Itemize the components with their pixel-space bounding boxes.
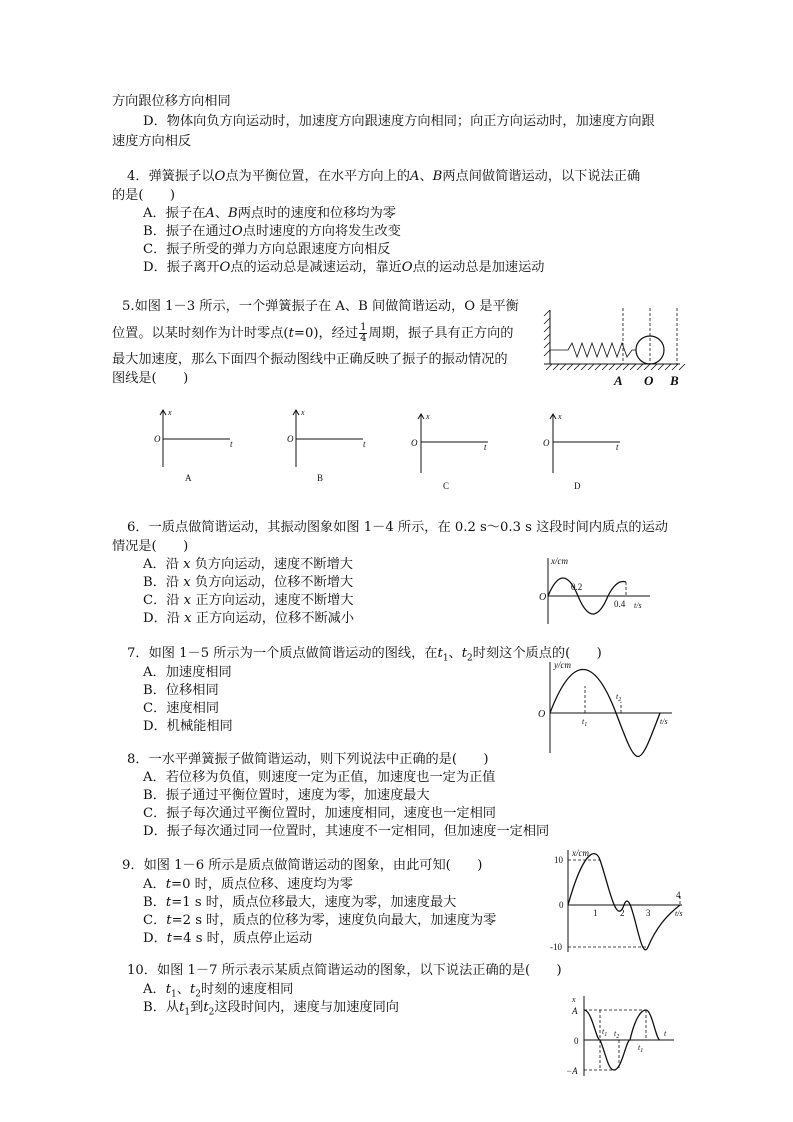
svg-text:t: t (230, 439, 233, 449)
figure-1-6-graph (546, 846, 690, 954)
graph-label-d: D (574, 481, 581, 491)
q9-option-c: C．t=2 s 时，质点的位移为零，速度负向最大，加速度为零 (143, 913, 497, 928)
svg-text:x: x (301, 408, 305, 417)
option-d-prev: D．物体向负方向运动时，加速度方向跟速度方向相同；向正方向运动时，加速度方向跟 (143, 114, 655, 129)
svg-text:x: x (168, 408, 172, 417)
spring-label-a: A (614, 373, 623, 388)
svg-text:3: 3 (646, 908, 651, 918)
q9-option-d: D．t=4 s 时，质点停止运动 (143, 931, 313, 946)
svg-text:t1: $t_1$ (638, 1043, 644, 1054)
q7-option-d: D．机械能相同 (143, 719, 233, 734)
spring-label-b: B (670, 373, 679, 388)
spring-label-o: O (644, 373, 654, 388)
svg-text:t: t (484, 442, 487, 452)
svg-text:O: O (539, 592, 547, 603)
q7-option-c: C．速度相同 (143, 701, 220, 716)
figure-1-5-graph (536, 658, 676, 754)
q4-option-a: A．振子在A、B两点时的速度和位移均为零 (143, 206, 396, 221)
q10-option-b: B．从$t_1$到$t_2$这段时间内，速度与加速度同向 (143, 1000, 399, 1018)
svg-text:10: 10 (554, 855, 563, 865)
q5-stem-3: 最大加速度，那么下面四个振动图线中正确反映了振子的振动情况的 (112, 352, 508, 367)
svg-text:1: 1 (593, 908, 598, 918)
q6-option-c: C．沿 x 正方向运动，速度不断增大 (143, 593, 354, 608)
svg-text:t/s: t/s (675, 909, 683, 918)
svg-text:t1: $t_1$ (582, 717, 588, 728)
svg-text:t2: $t_2$ (616, 692, 622, 703)
q4-option-d: D．振子离开O点的运动总是减速运动，靠近O点的运动总是加速运动 (143, 260, 545, 275)
q8-option-b: B．振子通过平衡位置时，速度为零，加速度最大 (143, 788, 430, 803)
q9-option-b: B．t=1 s 时，质点位移最大，速度为零，加速度最大 (143, 895, 457, 910)
q7-stem: 7．如图 1－5 所示为一个质点做简谐运动的图线，在$t_1$、$t_2$时刻这个质点的( ) (127, 646, 602, 664)
svg-text:x: x (558, 412, 562, 421)
q9-stem: 9．如图 1－6 所示是质点做简谐运动的图象，由此可知( ) (122, 858, 483, 873)
graph-option-a (150, 405, 242, 490)
svg-text:t/s: t/s (660, 717, 668, 726)
svg-text:x/cm: x/cm (572, 848, 589, 858)
svg-text:O: O (543, 438, 550, 448)
text-line: 速度方向相反 (112, 134, 192, 149)
q6-stem-2: 情况是( ) (112, 539, 189, 554)
svg-text:t1: $t_1$ (602, 1027, 608, 1038)
q10-stem: 10．如图 1－7 所示表示某质点简谐运动的图象，以下说法正确的是( ) (127, 963, 562, 978)
q4-stem: 4．弹簧振子以O点为平衡位置，在水平方向上的A、B两点间做简谐运动，以下说法正确 (127, 169, 641, 184)
figure-1-4-graph (538, 552, 654, 626)
q7-option-b: B．位移相同 (143, 683, 219, 698)
q8-stem: 8．一水平弹簧振子做简谐运动，则下列说法中正确的是( ) (127, 752, 489, 767)
svg-text:O: O (538, 709, 546, 720)
q8-option-a: A．若位移为负值，则速度一定为正值，加速度也一定为正值 (143, 770, 496, 785)
q4-option-c: C．振子所受的弹力方向总跟速度方向相反 (143, 242, 391, 257)
svg-text:O: O (287, 434, 294, 444)
text-line: 方向跟位移方向相同 (112, 94, 231, 109)
graph-option-b (283, 405, 375, 490)
svg-text:t/s: t/s (634, 601, 642, 610)
q4-stem-2: 的是( ) (112, 188, 176, 203)
q7-option-a: A．加速度相同 (143, 665, 232, 680)
q5-stem-2: 位置。以某时刻作为计时零点(t=0)，经过 $\frac{1}{4}$ 周期，振子具有正方向的 (112, 322, 514, 344)
q8-option-c: C．振子每次通过平衡位置时，加速度相同，速度也一定相同 (143, 806, 496, 821)
svg-text:0.4: 0.4 (614, 599, 626, 609)
graph-label-a: A (185, 473, 192, 483)
graph-label-c: C (443, 481, 450, 491)
svg-text:0.2: 0.2 (571, 582, 583, 592)
q9-option-a: A．t=0 时，质点位移、速度均为零 (143, 877, 353, 892)
svg-text:t2: $t_2$ (614, 1029, 620, 1040)
svg-text:t: t (664, 1029, 667, 1038)
q6-option-b: B．沿 x 负方向运动，位移不断增大 (143, 575, 354, 590)
q5-stem-4: 图线是( ) (112, 371, 189, 386)
graph-label-b: B (317, 473, 324, 483)
q6-option-a: A．沿 x 负方向运动，速度不断增大 (143, 557, 353, 572)
svg-text:O: O (154, 434, 161, 444)
q4-option-b: B．振子在通过O点时速度的方向将发生改变 (143, 224, 401, 239)
svg-text:x: x (572, 995, 576, 1004)
svg-text:−A: −A (566, 1066, 578, 1076)
svg-text:t: t (363, 439, 366, 449)
svg-text:t: t (616, 442, 619, 452)
graph-option-d (540, 405, 632, 490)
svg-text:2: 2 (620, 908, 625, 918)
q5-stem-1: 5.如图 1－3 所示，一个弹簧振子在 A、B 间做简谐运动，O 是平衡 (122, 299, 519, 314)
svg-text:0: 0 (574, 1036, 579, 1046)
svg-text:x: x (426, 412, 430, 421)
figure-1-7-graph (564, 992, 678, 1078)
q6-option-d: D．沿 x 正方向运动，位移不断减小 (143, 611, 355, 626)
svg-text:y/cm: y/cm (554, 660, 571, 670)
q6-stem-1: 6．一质点做简谐运动，其振动图象如图 1－4 所示，在 0.2 s～0.3 s 这段时间内质点的运动 (127, 520, 668, 535)
svg-text:4: 4 (676, 890, 681, 900)
q8-option-d: D．振子每次通过同一位置时，其速度不一定相同，但加速度一定相同 (143, 824, 550, 839)
svg-text:-10: -10 (550, 942, 562, 952)
svg-text:0: 0 (559, 900, 564, 910)
svg-text:x/cm: x/cm (551, 556, 568, 566)
svg-text:A: A (572, 1006, 578, 1016)
graph-option-c (408, 405, 500, 490)
spring-oscillator-figure (544, 306, 684, 388)
svg-text:O: O (411, 438, 418, 448)
q10-option-a: A．$t_1$、$t_2$时刻的速度相同 (143, 982, 294, 1000)
